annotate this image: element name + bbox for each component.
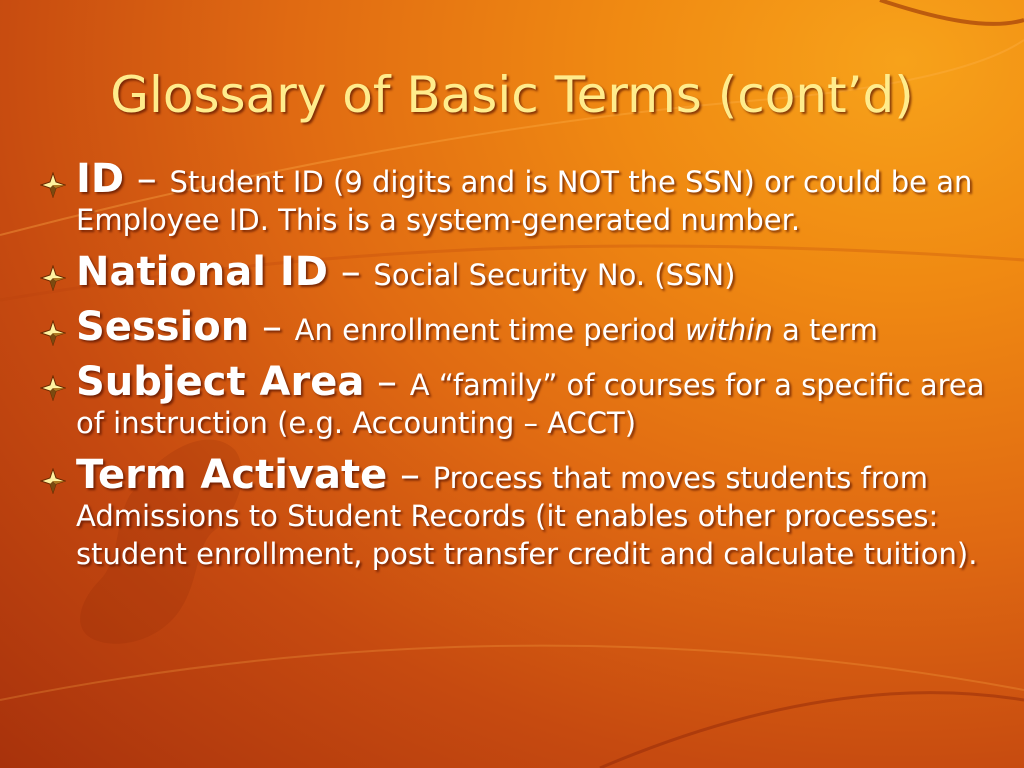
four-point-star-icon bbox=[40, 320, 66, 346]
four-point-star-icon bbox=[40, 468, 66, 494]
list-item bbox=[40, 452, 1000, 573]
list-item bbox=[40, 359, 1000, 442]
term-definition bbox=[295, 313, 878, 347]
term-label: Session bbox=[76, 304, 250, 350]
glossary-list bbox=[40, 156, 1000, 587]
term-label: National ID bbox=[76, 249, 328, 295]
background-swoosh-bottom bbox=[600, 693, 1024, 768]
definition-text: An enrollment time period bbox=[294, 313, 685, 347]
background-swoosh-right bbox=[880, 0, 1024, 24]
term-label: Term Activate bbox=[76, 452, 388, 498]
definition-text: a term bbox=[772, 313, 878, 347]
term-definition: A “family” of courses for a specific area of instruction (e.g. Accounting – ACCT) bbox=[76, 368, 985, 440]
background-swoosh-lower bbox=[0, 646, 1024, 700]
term-dash: – bbox=[124, 156, 170, 202]
term-dash: – bbox=[327, 249, 374, 295]
term-label: Subject Area bbox=[76, 359, 365, 405]
term-definition: Process that moves students from Admissions to Student Records (it enables other processes: student enrollment, post transfer credit and calculate tuition). bbox=[76, 461, 978, 571]
definition-emphasis: within bbox=[684, 313, 773, 347]
four-point-star-icon bbox=[40, 375, 66, 401]
term-dash: – bbox=[364, 359, 410, 405]
list-item bbox=[40, 249, 1000, 295]
term-definition: Student ID (9 digits and is NOT the SSN) or could be an Employee ID. This is a system-generated number. bbox=[76, 165, 973, 237]
four-point-star-icon bbox=[40, 172, 66, 198]
four-point-star-icon bbox=[40, 265, 66, 291]
term-dash: – bbox=[387, 452, 433, 498]
term-dash: – bbox=[249, 304, 295, 350]
term-label: ID bbox=[76, 156, 125, 202]
term-definition: Social Security No. (SSN) bbox=[373, 258, 736, 292]
slide-title: Glossary of Basic Terms (cont’d) bbox=[110, 66, 914, 124]
list-item bbox=[40, 156, 1000, 239]
list-item bbox=[40, 304, 1000, 350]
